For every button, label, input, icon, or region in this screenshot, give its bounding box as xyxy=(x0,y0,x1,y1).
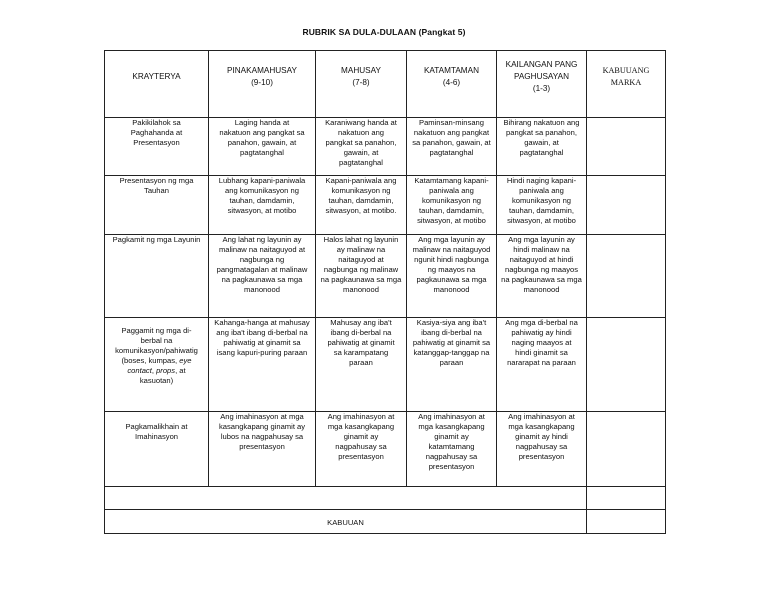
empty-row xyxy=(105,487,666,510)
rating-cell-pinakamahusay: Ang imahinasyon at mga kasangkapang ginamit ay lubos na nagpahusay sa presentasyon xyxy=(209,412,316,487)
table-row xyxy=(105,118,666,176)
rating-cell-katamtaman: Ang mga layunin ay malinaw na naitaguyod ngunit hindi nagbunga ng maayos na pagkaunawa sa mga manonood xyxy=(407,235,497,318)
table-row xyxy=(105,176,666,235)
kabuuan-label: KABUUAN xyxy=(105,510,587,534)
score-cell xyxy=(587,318,666,412)
criteria-cell: Pakikilahok sa Paghahanda at Presentasyon xyxy=(105,118,209,176)
rating-cell-kailangan: Ang imahinasyon at mga kasangkapang ginamit ay hindi nagpahusay sa presentasyon xyxy=(497,412,587,487)
header-row xyxy=(105,51,666,118)
total-row xyxy=(105,510,666,534)
page-title: RUBRIK SA DULA-DULAAN (Pangkat 5) xyxy=(302,27,466,37)
rating-cell-kailangan: Hindi naging kapani- paniwala ang komunikasyon ng tauhan, damdamin, sitwasyon, at motibo xyxy=(497,176,587,235)
table-row xyxy=(105,412,666,487)
rating-cell-katamtaman: Paminsan-minsang nakatuon ang pangkat sa panahon, gawain, at pagtatanghal xyxy=(407,118,497,176)
rating-cell-pinakamahusay: Lubhang kapani-paniwala ang komunikasyon ng tauhan, damdamin, sitwasyon, at motibo xyxy=(209,176,316,235)
criteria-cell: Pagkamit ng mga Layunin xyxy=(105,235,209,318)
empty-cell xyxy=(105,487,587,510)
rating-cell-mahusay: Kapani-paniwala ang komunikasyon ng tauhan, damdamin, sitwasyon, at motibo. xyxy=(316,176,407,235)
header-katamtaman: KATAMTAMAN (4-6) xyxy=(407,51,497,118)
header-kabuuang-marka: KABUUANG MARKA xyxy=(587,51,666,118)
header-pinakamahusay: PINAKAMAHUSAY (9-10) xyxy=(209,51,316,118)
rating-cell-mahusay: Halos lahat ng layunin ay malinaw na naitaguyod at nagbunga ng malinaw na pagkaunawa sa mga manonood xyxy=(316,235,407,318)
rating-cell-kailangan: Ang mga layunin ay hindi malinaw na naitaguyod at hindi nagbunga ng maayos na pagkaunawa sa mga manonood xyxy=(497,235,587,318)
score-cell xyxy=(587,176,666,235)
table-row xyxy=(105,318,666,412)
header-mahusay: MAHUSAY (7-8) xyxy=(316,51,407,118)
rating-cell-mahusay: Ang imahinasyon at mga kasangkapang ginamit ay nagpahusay sa presentasyon xyxy=(316,412,407,487)
score-cell xyxy=(587,118,666,176)
score-cell xyxy=(587,235,666,318)
rating-cell-mahusay: Mahusay ang iba't ibang di-berbal na pahiwatig at ginamit sa karampatang paraan xyxy=(316,318,407,412)
criteria-cell: Paggamit ng mga di- berbal na komunikasyon/pahiwatig (boses, kumpas, eye contact, props, at kasuotan) xyxy=(105,318,209,412)
rating-cell-kailangan: Bihirang nakatuon ang pangkat sa panahon, gawain, at pagtatanghal xyxy=(497,118,587,176)
score-cell xyxy=(587,487,666,510)
rating-cell-pinakamahusay: Laging handa at nakatuon ang pangkat sa panahon, gawain, at pagtatanghal xyxy=(209,118,316,176)
table-row xyxy=(105,235,666,318)
rating-cell-katamtaman: Katamtamang kapani- paniwala ang komunikasyon ng tauhan, damdamin, sitwasyon, at motibo xyxy=(407,176,497,235)
criteria-cell: Pagkamalikhain at Imahinasyon xyxy=(105,412,209,487)
total-score-cell xyxy=(587,510,666,534)
header-krayterya: KRAYTERYA xyxy=(105,51,209,118)
rating-cell-pinakamahusay: Ang lahat ng layunin ay malinaw na naitaguyod at nagbunga ng pangmatagalan at malinaw na pagkaunawa sa mga manonood xyxy=(209,235,316,318)
rating-cell-pinakamahusay: Kahanga-hanga at mahusay ang iba't ibang di-berbal na pahiwatig at ginamit sa isang kapuri-puring paraan xyxy=(209,318,316,412)
rubric-table xyxy=(104,50,666,534)
rating-cell-kailangan: Ang mga di-berbal na pahiwatig ay hindi naging maayos at hindi ginamit sa nararapat na paraan xyxy=(497,318,587,412)
rating-cell-mahusay: Karaniwang handa at nakatuon ang pangkat sa panahon, gawain, at pagtatanghal xyxy=(316,118,407,176)
rating-cell-katamtaman: Ang imahinasyon at mga kasangkapang ginamit ay katamtamang nagpahusay sa presentasyon xyxy=(407,412,497,487)
header-kailangan-pang-paghusayan: KAILANGAN PANG PAGHUSAYAN (1-3) xyxy=(497,51,587,118)
criteria-cell: Presentasyon ng mga Tauhan xyxy=(105,176,209,235)
score-cell xyxy=(587,412,666,487)
rating-cell-katamtaman: Kasiya-siya ang iba't ibang di-berbal na pahiwatig at ginamit sa katanggap-tanggap na paraan xyxy=(407,318,497,412)
